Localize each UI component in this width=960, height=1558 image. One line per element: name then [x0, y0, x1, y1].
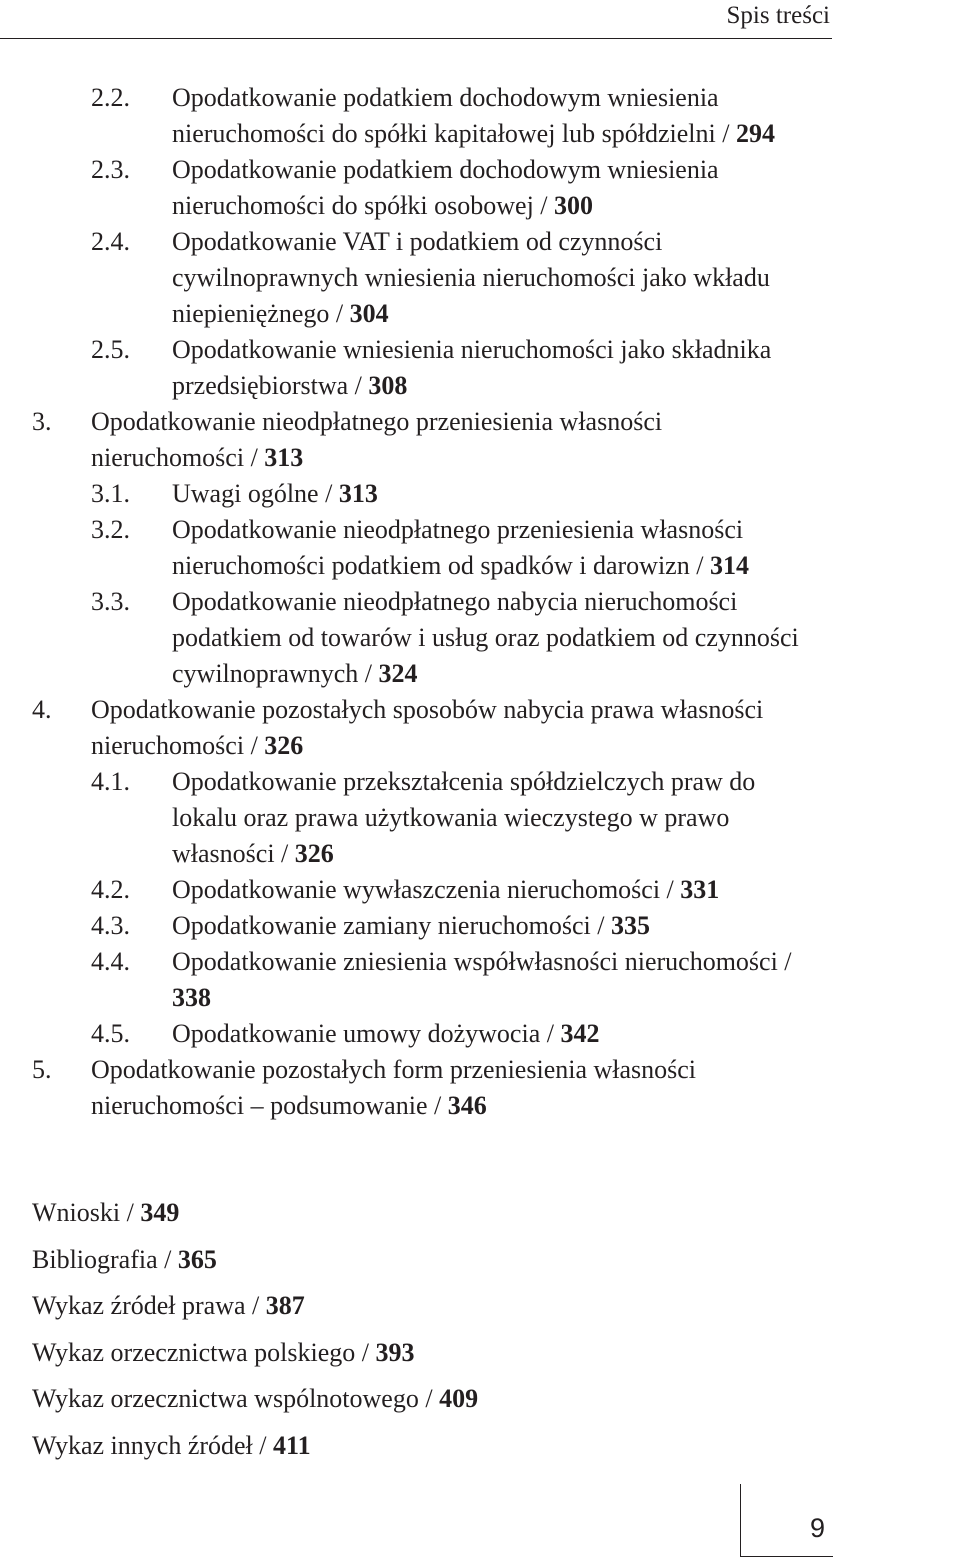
toc-entry-number: 2.4. [91, 227, 130, 256]
toc-entry[interactable] [0, 584, 960, 692]
toc-entry[interactable] [0, 224, 960, 332]
toc-entry-page: 324 [378, 659, 418, 688]
table-of-contents [0, 80, 960, 1124]
toc-entry[interactable] [0, 1052, 960, 1124]
back-matter-page: 411 [273, 1430, 311, 1460]
toc-entry-title: Opodatkowanie VAT i podatkiem od czynności cywilnoprawnych wniesienia nieruchomości jako wkładu niepieniężnego / [172, 227, 770, 328]
toc-entry-page: 346 [447, 1091, 487, 1120]
back-matter-list [32, 1190, 478, 1469]
toc-entry-page: 304 [349, 299, 389, 328]
back-matter-page: 409 [439, 1384, 479, 1413]
back-matter-item[interactable] [32, 1376, 478, 1423]
toc-entry[interactable] [0, 332, 960, 404]
toc-entry[interactable] [0, 944, 960, 1016]
toc-entry[interactable] [0, 872, 960, 908]
toc-entry-title: Opodatkowanie podatkiem dochodowym wniesienia nieruchomości do spółki kapitałowej lub spółdzielni / [172, 83, 730, 148]
toc-entry-title: Opodatkowanie zamiany nieruchomości / [172, 911, 605, 940]
toc-entry-number: 2.5. [91, 335, 130, 364]
toc-entry[interactable] [0, 1016, 960, 1052]
toc-entry[interactable] [0, 80, 960, 152]
running-header: Spis treści [726, 2, 830, 29]
back-matter-page: 387 [265, 1291, 305, 1320]
back-matter-page: 393 [375, 1337, 415, 1367]
page-number: 9 [810, 1513, 826, 1543]
toc-entry-number: 3. [32, 407, 52, 436]
toc-entry-page: 326 [294, 839, 334, 868]
back-matter-item[interactable] [32, 1283, 478, 1330]
toc-entry-title: Opodatkowanie wywłaszczenia nieruchomości / [172, 875, 674, 904]
toc-entry-number: 4.4. [91, 947, 130, 976]
toc-entry-title: Opodatkowanie nieodpłatnego nabycia nieruchomości podatkiem od towarów i usług oraz podatkiem od czynności cywilnoprawnych / [172, 587, 799, 688]
back-matter-title: Wykaz orzecznictwa wspólnotowego / [32, 1384, 433, 1413]
toc-entry-number: 3.1. [91, 479, 130, 508]
back-matter-title: Wykaz innych źródeł / [32, 1430, 267, 1460]
toc-entry-number: 2.3. [91, 155, 130, 184]
toc-entry[interactable] [0, 152, 960, 224]
toc-entry-title: Opodatkowanie pozostałych form przeniesienia własności nieruchomości – podsumowanie / [91, 1055, 697, 1120]
back-matter-title: Wnioski / [32, 1198, 134, 1227]
back-matter-item[interactable] [32, 1190, 478, 1237]
toc-entry-number: 3.3. [91, 587, 130, 616]
toc-entry-number: 2.2. [91, 83, 130, 112]
toc-entry-number: 4.2. [91, 875, 130, 904]
toc-entry-number: 4.3. [91, 911, 130, 940]
back-matter-page: 365 [177, 1244, 217, 1274]
toc-entry-number: 3.2. [91, 515, 130, 544]
toc-entry-title: Opodatkowanie podatkiem dochodowym wniesienia nieruchomości do spółki osobowej / [172, 155, 719, 220]
toc-entry[interactable] [0, 512, 960, 584]
toc-entry-number: 5. [32, 1055, 52, 1084]
toc-entry[interactable] [0, 692, 960, 764]
back-matter-item[interactable] [32, 1237, 478, 1284]
toc-entry-title: Opodatkowanie umowy dożywocia / [172, 1019, 554, 1048]
toc-entry-page: 331 [680, 875, 720, 904]
toc-entry-number: 4.5. [91, 1019, 130, 1048]
toc-entry-page: 326 [264, 731, 304, 760]
toc-entry[interactable] [0, 764, 960, 872]
toc-entry-title: Opodatkowanie nieodpłatnego przeniesienia własności nieruchomości / [91, 407, 663, 472]
back-matter-item[interactable] [32, 1423, 478, 1470]
toc-entry-title: Opodatkowanie zniesienia współwłasności nieruchomości / [172, 947, 792, 976]
toc-entry-page: 313 [264, 443, 304, 472]
toc-entry-page: 308 [368, 371, 408, 400]
toc-entry-page: 314 [709, 551, 749, 580]
toc-entry[interactable] [0, 404, 960, 476]
back-matter-item[interactable] [32, 1330, 478, 1377]
toc-entry-page: 342 [560, 1019, 600, 1048]
back-matter-page: 349 [140, 1198, 180, 1227]
toc-entry-title: Opodatkowanie wniesienia nieruchomości jako składnika przedsiębiorstwa / [172, 335, 772, 400]
toc-entry[interactable] [0, 476, 960, 512]
back-matter-title: Wykaz orzecznictwa polskiego / [32, 1337, 370, 1367]
toc-entry-page: 335 [610, 911, 650, 940]
toc-entry-page: 300 [554, 191, 594, 220]
toc-entry-number: 4. [32, 695, 52, 724]
toc-entry-page: 338 [172, 983, 211, 1012]
toc-entry-title: Uwagi ogólne / [172, 479, 333, 508]
toc-entry-page: 294 [735, 119, 775, 148]
back-matter-title: Bibliografia / [32, 1244, 172, 1274]
toc-entry-page: 313 [338, 479, 378, 508]
toc-entry-title: Opodatkowanie pozostałych sposobów nabycia prawa własności nieruchomości / [91, 695, 764, 760]
toc-entry[interactable] [0, 908, 960, 944]
back-matter-title: Wykaz źródeł prawa / [32, 1291, 260, 1320]
toc-entry-title: Opodatkowanie nieodpłatnego przeniesienia własności nieruchomości podatkiem od spadków i darowizn / [172, 515, 744, 580]
toc-entry-number: 4.1. [91, 767, 130, 796]
header-rule [0, 38, 832, 39]
toc-entry-title: Opodatkowanie przekształcenia spółdzielczych praw do lokalu oraz prawa użytkowania wieczystego w prawo własności / [172, 767, 756, 868]
